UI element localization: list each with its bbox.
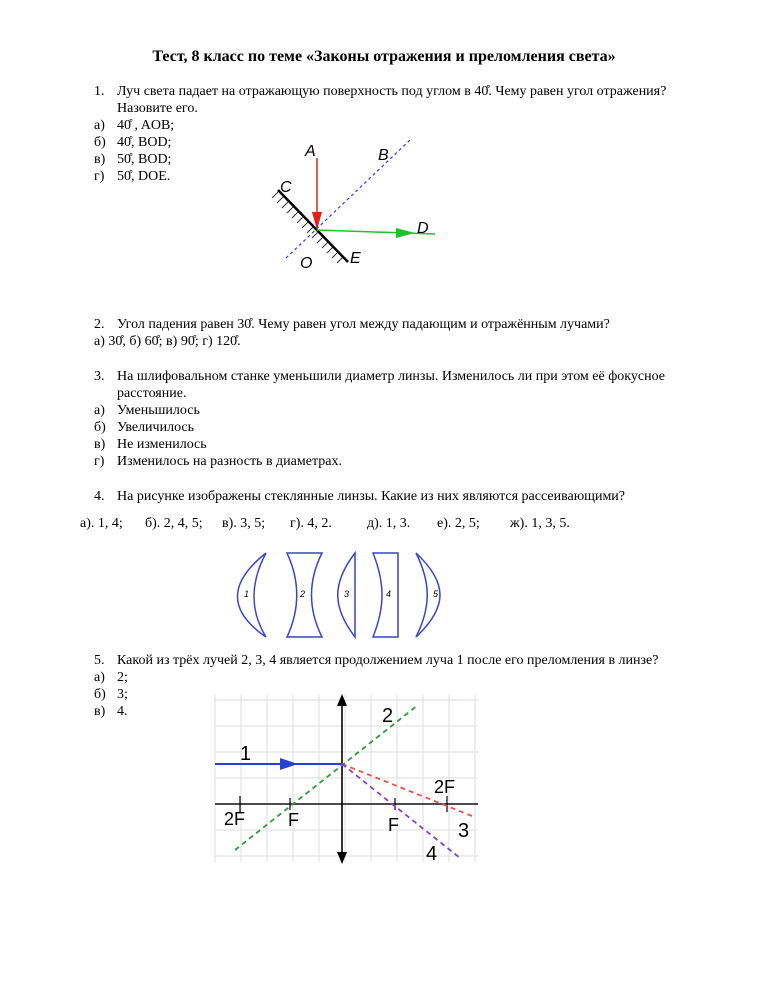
ray-4-label: 4: [426, 843, 438, 865]
option-text: 50̊, DOE.: [117, 169, 171, 184]
question-number: 1.: [94, 84, 105, 99]
label-o: O: [300, 255, 313, 272]
page-title: Тест, 8 класс по теме «Законы отражения и преломления света»: [152, 48, 616, 65]
option-d: д). 1, 3.: [367, 516, 411, 531]
option-zh: ж). 1, 3, 5.: [510, 516, 570, 531]
option-letter: б): [94, 420, 106, 435]
question-text: Угол падения равен 30̊. Чему равен угол между падающим и отражённым лучами?: [117, 317, 610, 332]
label-2f-left: 2F: [224, 809, 246, 829]
ray-1-arrow-icon: [280, 758, 298, 770]
option-text: Увеличилось: [117, 420, 195, 435]
option-v: в). 3, 5;: [222, 516, 266, 531]
label-2f-right: 2F: [434, 777, 456, 797]
label-e: E: [350, 250, 361, 267]
ray-1-label: 1: [240, 743, 252, 765]
answer-options: а) 30̊, б) 60̊; в) 90̊; г) 120̊.: [94, 334, 241, 349]
label-d: D: [417, 220, 429, 237]
reflected-arrow-icon: [396, 228, 415, 238]
question-number: 2.: [94, 317, 105, 332]
option-text: Уменьшилось: [117, 403, 200, 418]
option-text: Не изменилось: [117, 437, 207, 452]
option-text: 2;: [117, 670, 128, 685]
lens-label-2: 2: [300, 589, 306, 599]
option-letter: в): [94, 152, 106, 167]
option-letter: г): [94, 169, 105, 184]
option-letter: в): [94, 437, 106, 452]
question-text: Луч света падает на отражающую поверхность под углом в 40̊. Чему равен угол отражения?: [117, 84, 667, 99]
mirror-line: [278, 190, 348, 262]
label-b: B: [378, 147, 389, 164]
label-c: C: [280, 179, 292, 196]
lens-1: [238, 553, 267, 637]
question-number: 3.: [94, 369, 105, 384]
option-text: 50̊, BOD;: [117, 152, 172, 167]
option-e: е). 2, 5;: [437, 516, 480, 531]
option-text: 3;: [117, 687, 128, 702]
option-letter: а): [94, 403, 105, 418]
option-letter: а): [94, 670, 105, 685]
ray-3-label: 3: [458, 820, 470, 842]
lens-label-5: 5: [433, 589, 439, 599]
option-b: б). 2, 4, 5;: [145, 516, 203, 531]
option-letter: в): [94, 704, 106, 719]
lens-label-1: 1: [244, 589, 250, 599]
option-letter: б): [94, 687, 106, 702]
mirror-hatching: [272, 192, 343, 263]
ray-2-label: 2: [382, 705, 394, 727]
lenses-figure: [228, 545, 448, 645]
option-letter: г): [94, 454, 105, 469]
lens-label-3: 3: [344, 589, 350, 599]
question-text: Какой из трёх лучей 2, 3, 4 является продолжением луча 1 после его преломления в линзе?: [117, 653, 659, 668]
lens-label-4: 4: [386, 589, 392, 599]
option-text: 4.: [117, 704, 128, 719]
option-text: 40̊ , AOB;: [117, 118, 175, 133]
option-letter: а): [94, 118, 105, 133]
label-a: A: [305, 143, 316, 160]
option-text: 40̊, BOD;: [117, 135, 172, 150]
option-letter: б): [94, 135, 106, 150]
label-f-left: F: [288, 810, 299, 830]
reflection-diagram: [260, 130, 460, 275]
label-f-right: F: [388, 815, 399, 835]
option-g: г). 4, 2.: [290, 516, 332, 531]
question-text: На рисунке изображены стеклянные линзы. Какие из них являются рассеивающими?: [117, 489, 626, 504]
question-text: На шлифовальном станке уменьшили диаметр линзы. Изменилось ли при этом её фокусное: [117, 369, 665, 384]
question-number: 4.: [94, 489, 105, 504]
option-a: а). 1, 4;: [80, 516, 123, 531]
question-text-cont: Назовите его.: [117, 101, 198, 116]
question-number: 5.: [94, 653, 105, 668]
lens-ray-diagram: [210, 690, 480, 865]
option-text: Изменилось на разность в диаметрах.: [117, 454, 342, 469]
question-text-cont: расстояние.: [117, 386, 187, 401]
